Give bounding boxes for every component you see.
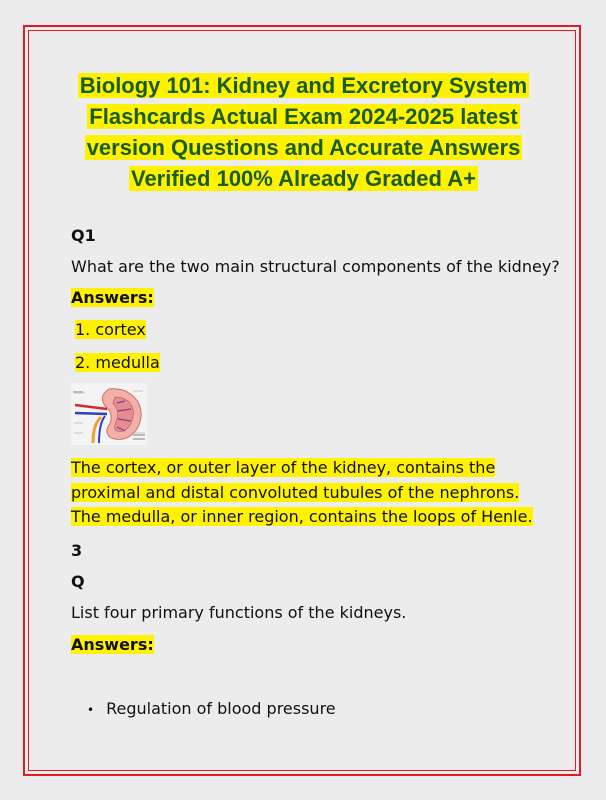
answers-label-2: Answers: (71, 635, 154, 654)
list-item-text: Regulation of blood pressure (106, 699, 336, 718)
question-1-label: Q1 (71, 226, 96, 245)
question-number: 3 (71, 541, 83, 560)
question-2-text: List four primary functions of the kidneys. (71, 603, 407, 622)
list-item (87, 699, 336, 718)
kidney-diagram-image (71, 383, 147, 445)
question-2-label: Q (71, 572, 85, 591)
question-1-text: What are the two main structural components of the kidney? (71, 257, 560, 276)
bullet-icon: • (87, 703, 95, 717)
explanation-1: The cortex, or outer layer of the kidney, contains the proximal and distal convoluted tubules of the nephrons. The medulla, or inner region, contains the loops of Henle. (71, 458, 533, 526)
answer-2: 2. medulla (75, 353, 160, 372)
answer-1: 1. cortex (75, 320, 146, 339)
document-content (71, 70, 560, 718)
document-title: Biology 101: Kidney and Excretory System Flashcards Actual Exam 2024-2025 latest version Questions and Accurate Answers Verified 100% Already Graded A+ (79, 73, 528, 191)
answers-label-1: Answers: (71, 288, 154, 307)
